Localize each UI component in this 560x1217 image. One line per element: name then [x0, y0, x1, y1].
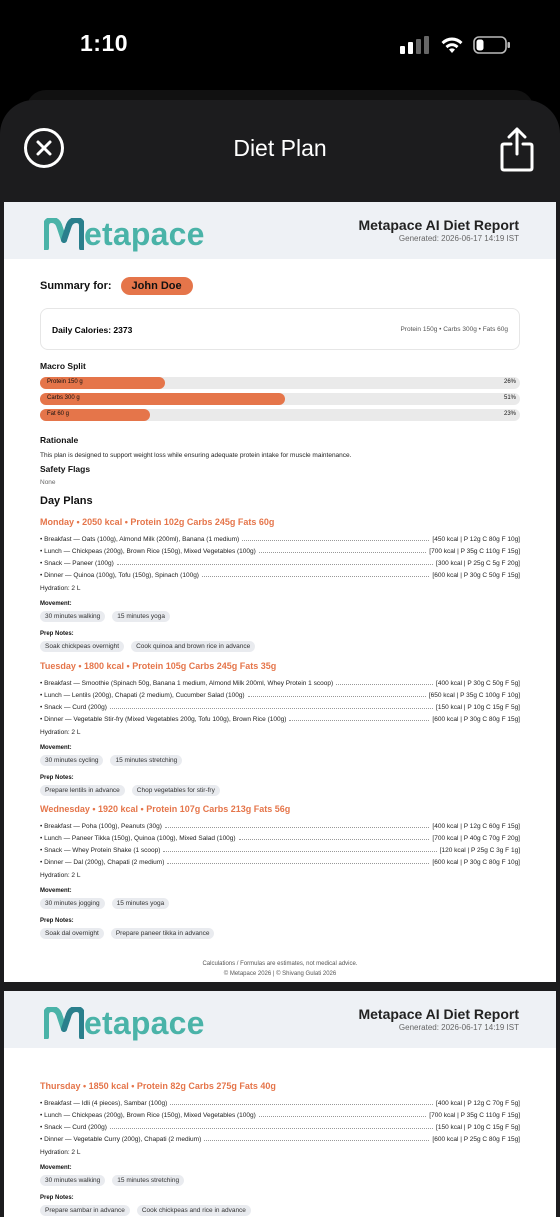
- meal-leader-dots: [110, 708, 433, 709]
- day-header: Monday • 2050 kcal • Protein 102g Carbs 245g Fats 60g: [40, 517, 275, 527]
- movement-tag: 30 minutes cycling: [40, 755, 103, 766]
- meal-row: [40, 1119, 520, 1131]
- summary-label: Summary for:: [40, 280, 112, 292]
- metapace-logo: [44, 214, 205, 250]
- meal-row: [40, 675, 520, 687]
- report-title: Metapace AI Diet Report: [358, 1006, 519, 1022]
- meal-row: [40, 711, 520, 723]
- hydration: Hydration: 2 L: [40, 872, 81, 879]
- meal-row: [40, 687, 520, 699]
- prep-notes-tags: [40, 641, 520, 652]
- movement-tag: 15 minutes stretching: [110, 755, 182, 766]
- movement-tags: [40, 755, 520, 766]
- report-title: Metapace AI Diet Report: [358, 217, 519, 233]
- day-plan-monday: [40, 517, 520, 652]
- meal-description: • Lunch — Chickpeas (200g), Brown Rice (150g), Mixed Vegetables (100g): [40, 1112, 256, 1119]
- day-plans-title: Day Plans: [40, 495, 93, 507]
- prep-note-tag: Soak chickpeas overnight: [40, 641, 124, 652]
- prep-note-tag: Soak dal overnight: [40, 928, 104, 939]
- meal-description: • Lunch — Paneer Tikka (150g), Quinoa (100g), Mixed Salad (100g): [40, 835, 236, 842]
- sheet-title: Diet Plan: [233, 135, 327, 161]
- movement-tag: 30 minutes walking: [40, 611, 105, 622]
- metapace-logo-text: etapace: [84, 216, 205, 252]
- meal-leader-dots: [239, 839, 430, 840]
- prep-note-tag: Prepare lentils in advance: [40, 785, 125, 796]
- prep-note-tag: Prepare paneer tikka in advance: [111, 928, 215, 939]
- macro-bar-fat: [40, 409, 520, 421]
- meal-leader-dots: [117, 564, 433, 565]
- movement-tag: 15 minutes stretching: [112, 1175, 184, 1186]
- movement-tags: [40, 611, 520, 622]
- battery-icon: [473, 36, 511, 54]
- meal-nutrition: [120 kcal | P 25g C 3g F 1g]: [439, 847, 520, 854]
- meal-leader-dots: [204, 1140, 429, 1141]
- meal-leader-dots: [163, 851, 436, 852]
- hydration: Hydration: 2 L: [40, 1149, 81, 1156]
- meal-description: • Breakfast — Idli (4 pieces), Sambar (100g): [40, 1100, 168, 1107]
- meal-nutrition: [300 kcal | P 25g C 5g F 20g]: [436, 560, 520, 567]
- movement-label: Movement:: [40, 601, 72, 607]
- meal-row: [40, 1095, 520, 1107]
- movement-tags: [40, 898, 520, 909]
- day-plan-tuesday: [40, 661, 520, 796]
- meal-leader-dots: [259, 552, 426, 553]
- meal-row: [40, 699, 520, 711]
- meal-leader-dots: [165, 827, 430, 828]
- meal-leader-dots: [170, 1104, 433, 1105]
- meal-nutrition: [150 kcal | P 10g C 15g F 5g]: [436, 1124, 520, 1131]
- rationale-title: Rationale: [40, 435, 79, 445]
- meal-row: [40, 818, 520, 830]
- prep-notes-tags: [40, 785, 520, 796]
- metapace-m-logo-icon: [44, 218, 84, 250]
- meal-nutrition: [600 kcal | P 30g C 50g F 15g]: [432, 572, 520, 579]
- meal-leader-dots: [110, 1128, 433, 1129]
- meal-leader-dots: [242, 540, 429, 541]
- meal-nutrition: [700 kcal | P 35g C 110g F 15g]: [429, 1112, 520, 1119]
- meal-description: • Snack — Curd (200g): [40, 1124, 107, 1131]
- prep-note-tag: Prepare sambar in advance: [40, 1205, 130, 1216]
- hydration: Hydration: 2 L: [40, 585, 81, 592]
- meal-description: • Lunch — Chickpeas (200g), Brown Rice (150g), Mixed Vegetables (100g): [40, 548, 256, 555]
- meal-description: • Dinner — Vegetable Stir-fry (Mixed Vegetables 200g, Tofu 100g), Brown Rice (100g): [40, 716, 287, 723]
- meal-description: • Dinner — Vegetable Curry (200g), Chapati (2 medium): [40, 1136, 202, 1143]
- metapace-logo-text: etapace: [84, 1005, 205, 1041]
- day-plan-thursday: [40, 1081, 520, 1216]
- report-generated: Generated: 2026-06-17 14:19 IST: [398, 1023, 519, 1032]
- metapace-logo: [44, 1003, 205, 1039]
- meal-leader-dots: [167, 863, 429, 864]
- day-header: Wednesday • 1920 kcal • Protein 107g Carbs 213g Fats 56g: [40, 804, 291, 814]
- meal-nutrition: [400 kcal | P 12g C 70g F 5g]: [436, 1100, 520, 1107]
- meal-nutrition: [600 kcal | P 25g C 80g F 15g]: [432, 1136, 520, 1143]
- movement-tag: 15 minutes yoga: [112, 898, 170, 909]
- meal-row: [40, 854, 520, 866]
- macro-split-title: Macro Split: [40, 361, 86, 371]
- meal-nutrition: [600 kcal | P 30g C 80g F 10g]: [432, 859, 520, 866]
- macro-summary: Protein 150g • Carbs 300g • Fats 60g: [400, 326, 508, 333]
- rationale-text: This plan is designed to support weight loss while ensuring adequate protein intake for muscle maintenance.: [40, 452, 352, 459]
- meal-nutrition: [700 kcal | P 40g C 70g F 20g]: [432, 835, 520, 842]
- footer-disclaimer: Calculations / Formulas are estimates, not medical advice.: [202, 961, 358, 967]
- macro-bar-carbs: [40, 393, 520, 405]
- meal-leader-dots: [336, 684, 433, 685]
- hydration: Hydration: 2 L: [40, 729, 81, 736]
- status-time: 1:10: [80, 30, 129, 56]
- movement-tags: [40, 1175, 520, 1186]
- meal-row: [40, 842, 520, 854]
- prep-note-tag: Cook quinoa and brown rice in advance: [131, 641, 255, 652]
- meal-nutrition: [700 kcal | P 35g C 110g F 15g]: [429, 548, 520, 555]
- report-page-2: [4, 991, 556, 1217]
- meal-leader-dots: [289, 720, 429, 721]
- meal-row: [40, 567, 520, 579]
- prep-notes-tags: [40, 1205, 520, 1216]
- prep-notes-label: Prep Notes:: [40, 631, 74, 637]
- prep-notes-label: Prep Notes:: [40, 918, 74, 924]
- prep-notes-label: Prep Notes:: [40, 775, 74, 781]
- movement-label: Movement:: [40, 1165, 72, 1171]
- safety-flags-title: Safety Flags: [40, 464, 91, 474]
- prep-notes-label: Prep Notes:: [40, 1195, 74, 1201]
- macro-bar-protein: [40, 377, 520, 389]
- meal-nutrition: [450 kcal | P 12g C 80g F 10g]: [432, 536, 520, 543]
- meal-description: • Breakfast — Oats (100g), Almond Milk (200ml), Banana (1 medium): [40, 536, 240, 543]
- daily-calories-card: [40, 308, 520, 350]
- safety-flags-value: None: [40, 479, 56, 486]
- movement-tag: 30 minutes jogging: [40, 898, 105, 909]
- share-icon[interactable]: [500, 126, 534, 172]
- meal-row: [40, 1107, 520, 1119]
- macro-bar-label: Protein 150 g: [47, 379, 83, 385]
- prep-note-tag: Cook chickpeas and rice in advance: [137, 1205, 251, 1216]
- day-header: Thursday • 1850 kcal • Protein 82g Carbs 275g Fats 40g: [40, 1081, 276, 1091]
- meal-description: • Breakfast — Poha (100g), Peanuts (30g): [40, 823, 162, 830]
- metapace-m-logo-icon: [44, 1007, 84, 1039]
- meal-leader-dots: [202, 576, 429, 577]
- wifi-icon: [440, 35, 464, 55]
- meal-row: [40, 1131, 520, 1143]
- meal-description: • Dinner — Dal (200g), Chapati (2 medium): [40, 859, 165, 866]
- movement-tag: 30 minutes walking: [40, 1175, 105, 1186]
- report-header: [4, 202, 556, 259]
- movement-label: Movement:: [40, 888, 72, 894]
- prep-note-tag: Chop vegetables for stir-fry: [132, 785, 220, 796]
- report-header: [4, 991, 556, 1048]
- meal-description: • Snack — Whey Protein Shake (1 scoop): [40, 847, 161, 854]
- meal-nutrition: [600 kcal | P 30g C 80g F 15g]: [432, 716, 520, 723]
- macro-bar-percent: 23%: [503, 411, 516, 417]
- meal-nutrition: [400 kcal | P 12g C 60g F 15g]: [432, 823, 520, 830]
- meal-row: [40, 543, 520, 555]
- summary: [40, 277, 193, 295]
- prep-notes-tags: [40, 928, 520, 939]
- user-name-badge: John Doe: [121, 277, 193, 295]
- footer-copyright: © Metapace 2026 | © Shivang Gulati 2026: [223, 971, 337, 977]
- meal-nutrition: [650 kcal | P 35g C 100g F 10g]: [428, 692, 520, 699]
- macro-bar-percent: 51%: [503, 395, 516, 401]
- cellular-signal-icon: [400, 36, 430, 54]
- daily-calories: Daily Calories: 2373: [52, 325, 133, 335]
- day-header: Tuesday • 1800 kcal • Protein 105g Carbs 245g Fats 35g: [40, 661, 277, 671]
- report-generated: Generated: 2026-06-17 14:19 IST: [398, 234, 519, 243]
- meal-description: • Lunch — Lentils (200g), Chapati (2 medium), Cucumber Salad (100g): [40, 692, 245, 699]
- meal-leader-dots: [248, 696, 426, 697]
- meal-nutrition: [150 kcal | P 10g C 15g F 5g]: [436, 704, 520, 711]
- macro-bar-percent: 26%: [503, 379, 516, 385]
- meal-nutrition: [400 kcal | P 30g C 50g F 5g]: [436, 680, 520, 687]
- report-footer: [4, 959, 556, 979]
- meal-row: [40, 830, 520, 842]
- macro-bar-label: Carbs 300 g: [47, 395, 80, 401]
- macro-bar-label: Fat 60 g: [47, 411, 70, 417]
- sheet-header: [0, 100, 560, 196]
- day-plan-wednesday: [40, 804, 520, 939]
- meal-row: [40, 531, 520, 543]
- meal-leader-dots: [259, 1116, 426, 1117]
- meal-row: [40, 555, 520, 567]
- meal-description: • Dinner — Quinoa (100g), Tofu (150g), Spinach (100g): [40, 572, 199, 579]
- movement-label: Movement:: [40, 745, 72, 751]
- meal-description: • Snack — Paneer (100g): [40, 560, 114, 567]
- movement-tag: 15 minutes yoga: [112, 611, 170, 622]
- report-page-1: [4, 202, 556, 982]
- meal-description: • Snack — Curd (200g): [40, 704, 107, 711]
- status-bar: [0, 0, 560, 92]
- meal-description: • Breakfast — Smoothie (Spinach 50g, Banana 1 medium, Almond Milk 200ml, Whey Protein 1 scoop): [40, 680, 334, 687]
